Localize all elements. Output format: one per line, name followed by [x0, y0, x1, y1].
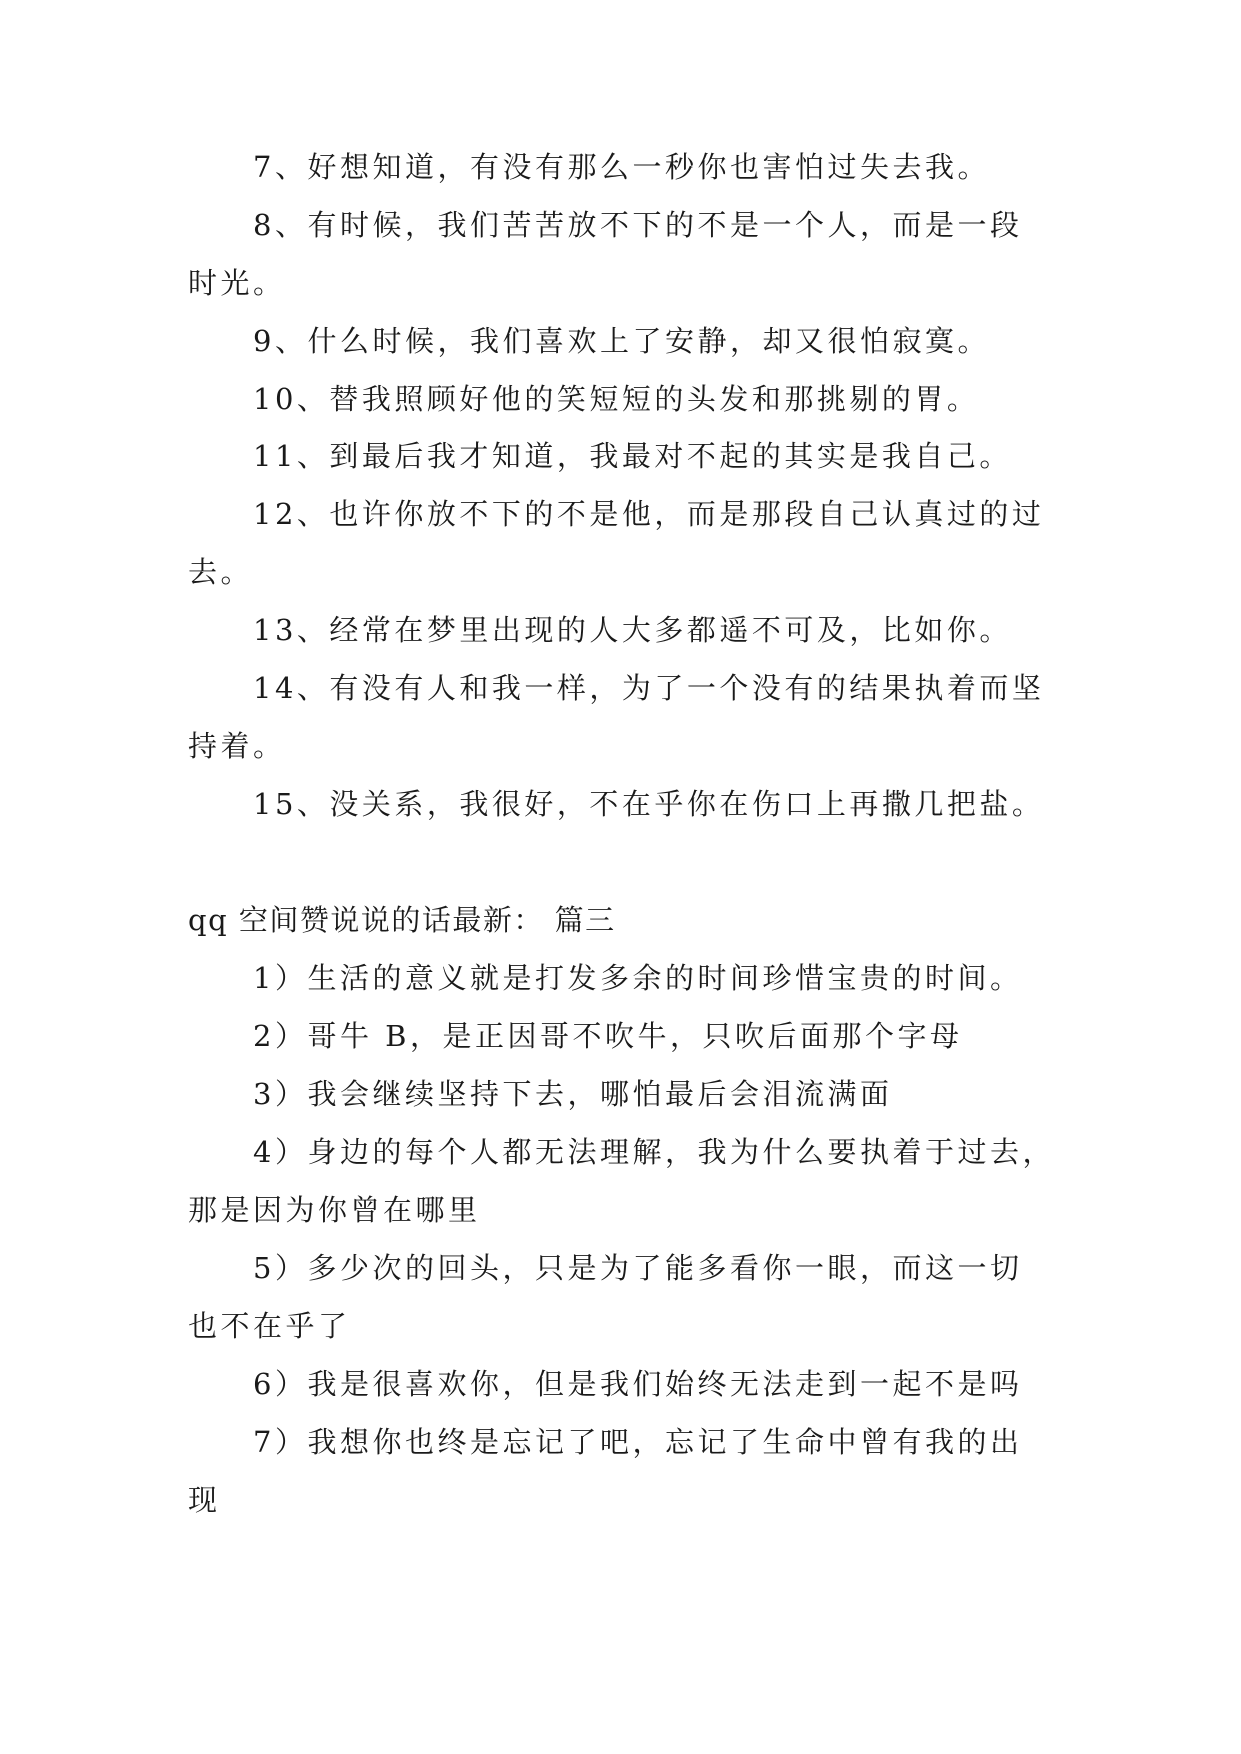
paragraph-line: 2）哥牛 B，是正因哥不吹牛，只吹后面那个字母 — [253, 1019, 963, 1053]
paragraph-line: 5）多少次的回头，只是为了能多看你一眼，而这一切 — [253, 1251, 1023, 1285]
paragraph-line: 14、有没有人和我一样，为了一个没有的结果执着而坚 — [253, 671, 1045, 705]
paragraph-line: 那是因为你曾在哪里 — [188, 1193, 481, 1227]
paragraph-line: 9、什么时候，我们喜欢上了安静，却又很怕寂寞。 — [253, 324, 990, 358]
paragraph-line: 7）我想你也终是忘记了吧，忘记了生命中曾有我的出 — [253, 1425, 1023, 1459]
paragraph-line: 4）身边的每个人都无法理解，我为什么要执着于过去， — [253, 1135, 1055, 1169]
paragraph-line: 11、到最后我才知道，我最对不起的其实是我自己。 — [253, 439, 1012, 473]
paragraph-line: 10、替我照顾好他的笑短短的头发和那挑剔的胃。 — [253, 382, 980, 416]
paragraph-line: 7、好想知道，有没有那么一秒你也害怕过失去我。 — [253, 150, 990, 184]
paragraph-line: 6）我是很喜欢你，但是我们始终无法走到一起不是吗 — [253, 1367, 1023, 1401]
paragraph-line: 也不在乎了 — [188, 1309, 351, 1343]
paragraph-line: 3）我会继续坚持下去，哪怕最后会泪流满面 — [253, 1077, 893, 1111]
paragraph-line: 现 — [188, 1483, 221, 1517]
paragraph-line: 15、没关系，我很好，不在乎你在伤口上再撒几把盐。 — [253, 787, 1045, 821]
paragraph-line: 8、有时候，我们苦苦放不下的不是一个人，而是一段 — [253, 208, 1023, 242]
section-heading: qq 空间赞说说的话最新： 篇三 — [188, 903, 616, 937]
paragraph-line: 时光。 — [188, 266, 286, 300]
paragraph-line: 12、也许你放不下的不是他，而是那段自己认真过的过 — [253, 497, 1045, 531]
paragraph-line: 去。 — [188, 555, 254, 589]
paragraph-line: 13、经常在梦里出现的人大多都遥不可及，比如你。 — [253, 613, 1012, 647]
paragraph-line: 1）生活的意义就是打发多余的时间珍惜宝贵的时间。 — [253, 961, 1023, 995]
paragraph-line: 持着。 — [188, 729, 286, 763]
